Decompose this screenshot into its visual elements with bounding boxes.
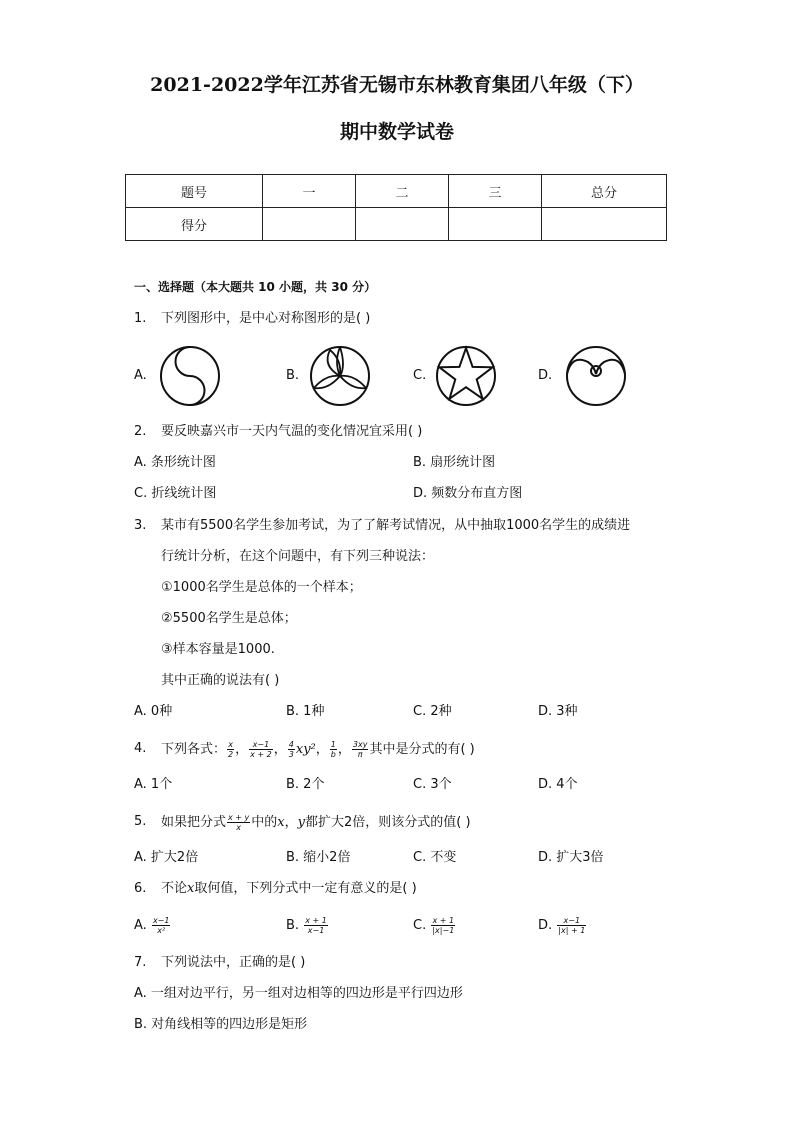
q5-option-c[interactable]: C. 不变 <box>413 850 457 865</box>
section-heading: 一、选择题（本大题共 10 小题，共 30 分） <box>134 280 377 294</box>
q3-statement-2: ②5500名学生是总体； <box>161 611 297 626</box>
q3-number: 3. <box>134 518 147 533</box>
q6-suffix: 取何值，下列分式中一定有意义的是( ) <box>194 881 417 896</box>
q6-prefix: 不论 <box>161 881 188 896</box>
q3-statement-1: ①1000名学生是总体的一个样本； <box>161 580 362 595</box>
q6-option-a-label: A. <box>134 918 147 933</box>
q5-comma: ， <box>284 815 298 830</box>
q3-statement-3: ③样本容量是1000. <box>161 642 275 657</box>
q6-option-b[interactable] <box>286 916 329 935</box>
q4-suffix: 其中是分式的有( ) <box>369 742 475 757</box>
q5-option-a[interactable]: A. 扩大2倍 <box>134 850 199 865</box>
score-header-cell: 一 <box>263 175 356 208</box>
q2-stem: 要反映嘉兴市一天内气温的变化情况宜采用( ) <box>161 424 423 439</box>
q1-option-c-label[interactable]: C. <box>413 368 427 383</box>
star-in-circle-icon <box>434 344 498 408</box>
q2-option-d[interactable]: D. 频数分布直方图 <box>413 486 523 501</box>
score-cell[interactable] <box>263 208 356 241</box>
score-header-cell: 题号 <box>126 175 263 208</box>
q1-number: 1. <box>134 311 147 326</box>
q5-prefix: 如果把分式 <box>161 815 227 830</box>
score-table-header-row <box>126 175 667 208</box>
q7-number: 7. <box>134 955 147 970</box>
q3-stem-line1: 某市有5500名学生参加考试，为了了解考试情况，从中抽取1000名学生的成绩进 <box>161 518 631 533</box>
q4-option-a[interactable]: A. 1个 <box>134 777 173 792</box>
score-header-cell: 总分 <box>542 175 667 208</box>
q6-stem <box>161 880 417 898</box>
heart-circle-icon <box>562 344 630 408</box>
q4-stem: 下列各式： $\frac{x}{2}$ ， $\frac{x-1}{x + 2}$ ， $\frac{4}{3}$ xy²， $\frac{1}{b}$ ， $\frac{3xy}{\pi}$ 其中是分式的有( ) <box>161 740 475 759</box>
q5-mid: 中的 <box>251 815 278 830</box>
q6-option-d-fraction: $\frac{x-1}{|x| + 1}$ <box>558 916 586 935</box>
q5-number: 5. <box>134 814 147 829</box>
q6-number: 6. <box>134 881 147 896</box>
q4-option-d[interactable]: D. 4个 <box>538 777 578 792</box>
score-cell[interactable] <box>542 208 667 241</box>
yin-yang-circle-icon <box>158 344 222 408</box>
q5-option-d[interactable]: D. 扩大3倍 <box>538 850 604 865</box>
q6-option-d[interactable] <box>538 916 587 935</box>
q4-option-c[interactable]: C. 3个 <box>413 777 452 792</box>
q3-option-b[interactable]: B. 1种 <box>286 704 325 719</box>
q4-number: 4. <box>134 741 147 756</box>
q6-option-c-fraction: $\frac{x + 1}{|x|-1}$ <box>432 916 455 935</box>
q5-var-x: x <box>277 815 285 830</box>
three-petal-circle-icon <box>308 344 372 408</box>
score-header-cell: 三 <box>449 175 542 208</box>
q6-option-c-label: C. <box>413 918 427 933</box>
q2-number: 2. <box>134 424 147 439</box>
q3-option-d[interactable]: D. 3种 <box>538 704 578 719</box>
q6-option-a[interactable] <box>134 916 171 935</box>
score-header-cell: 二 <box>356 175 449 208</box>
q6-option-b-fraction: $\frac{x + 1}{x-1}$ <box>305 916 327 935</box>
score-row-label: 得分 <box>126 208 263 241</box>
q5-fraction: $\frac{x + y}{x}$ <box>228 813 250 832</box>
q6-option-c[interactable] <box>413 916 456 935</box>
q4-fraction-1: $\frac{x}{2}$ <box>228 740 234 759</box>
q5-var-y: y <box>297 815 306 830</box>
score-cell[interactable] <box>356 208 449 241</box>
q7-option-a[interactable]: A. 一组对边平行，另一组对边相等的四边形是平行四边形 <box>134 986 463 1001</box>
exam-title-line1: 2021-2022学年江苏省无锡市东林教育集团八年级（下） <box>150 74 644 96</box>
q3-stem-line2: 行统计分析，在这个问题中，有下列三种说法： <box>161 549 435 564</box>
q5-stem <box>161 813 471 832</box>
q1-option-b-label[interactable]: B. <box>286 368 300 383</box>
q4-prefix: 下列各式： <box>161 742 227 757</box>
q4-fraction-3: $\frac{4}{3}$ <box>288 740 294 759</box>
q2-option-b[interactable]: B. 扇形统计图 <box>413 455 496 470</box>
score-table-score-row <box>126 208 667 241</box>
q5-suffix: 都扩大2倍，则该分式的值( ) <box>305 815 471 830</box>
q1-option-d-label[interactable]: D. <box>538 368 553 383</box>
score-table <box>125 174 667 241</box>
exam-title-line2: 期中数学试卷 <box>339 121 454 143</box>
q4-term-3-tail: xy² <box>295 742 316 757</box>
q4-option-b[interactable]: B. 2个 <box>286 777 325 792</box>
q6-option-a-fraction: $\frac{x-1}{\text{x²}}$ <box>152 916 170 935</box>
q7-option-b[interactable]: B. 对角线相等的四边形是矩形 <box>134 1017 308 1032</box>
q7-stem: 下列说法中，正确的是( ) <box>161 955 306 970</box>
score-cell[interactable] <box>449 208 542 241</box>
q2-option-c[interactable]: C. 折线统计图 <box>134 486 217 501</box>
q1-option-a-label[interactable]: A. <box>134 368 147 383</box>
q4-fraction-5: $\frac{3xy}{\pi}$ <box>352 740 368 759</box>
q2-option-a[interactable]: A. 条形统计图 <box>134 455 216 470</box>
q4-fraction-4: $\frac{1}{b}$ <box>330 740 336 759</box>
q5-option-b[interactable]: B. 缩小2倍 <box>286 850 351 865</box>
q3-option-a[interactable]: A. 0种 <box>134 704 173 719</box>
q3-option-c[interactable]: C. 2种 <box>413 704 452 719</box>
q6-var-x: x <box>187 881 195 896</box>
q1-stem: 下列图形中，是中心对称图形的是( ) <box>161 311 371 326</box>
q6-option-d-label: D. <box>538 918 553 933</box>
q3-stem-line3: 其中正确的说法有( ) <box>161 673 280 688</box>
q4-fraction-2: $\frac{x-1}{x + 2}$ <box>250 740 272 759</box>
q6-option-b-label: B. <box>286 918 300 933</box>
